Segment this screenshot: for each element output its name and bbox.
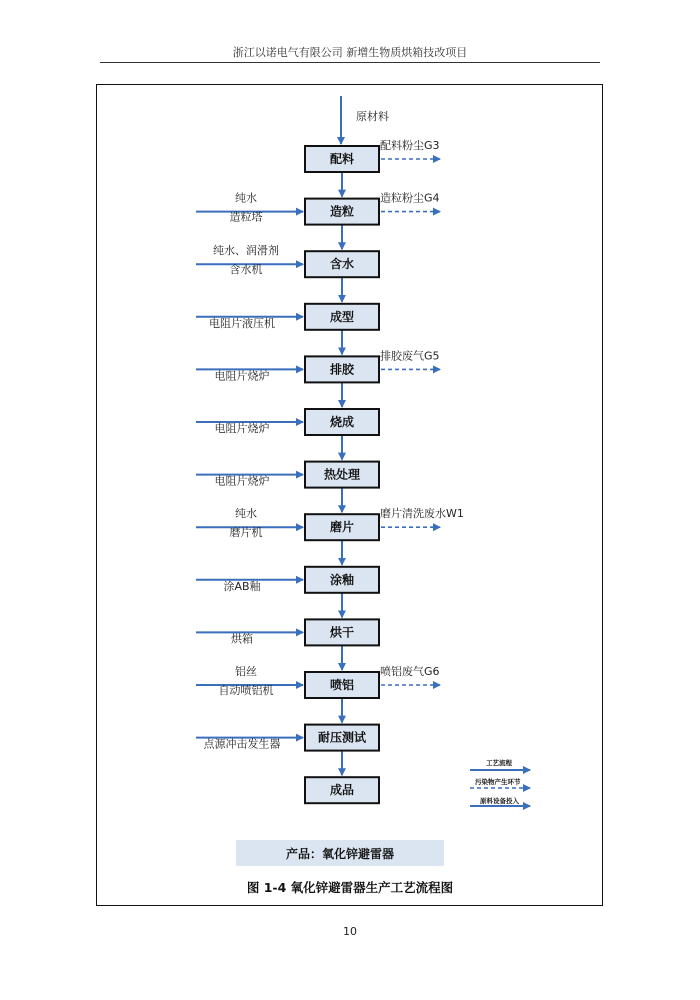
process-step-label: 热处理 bbox=[323, 467, 361, 482]
pollutant-label: 配料粉尘G3 bbox=[380, 139, 440, 152]
input-label: 纯水 bbox=[235, 507, 257, 521]
input-label: 含水机 bbox=[229, 263, 263, 277]
raw-material-label: 原材料 bbox=[356, 110, 389, 123]
process-step-label: 成型 bbox=[329, 309, 355, 324]
product-label: 产品：氧化锌避雷器 bbox=[236, 840, 444, 866]
input-label: 铝丝 bbox=[235, 665, 257, 678]
input-label: 涂AB釉 bbox=[223, 579, 261, 593]
process-step-label: 烘干 bbox=[329, 625, 355, 640]
input-label: 点源冲击发生器 bbox=[203, 737, 281, 751]
process-step-label: 成品 bbox=[329, 783, 355, 798]
input-label: 磨片机 bbox=[229, 526, 263, 540]
pollutant-label: 磨片清洗废水W1 bbox=[380, 507, 464, 521]
input-label: 自动喷铝机 bbox=[218, 684, 274, 697]
input-label: 烘箱 bbox=[231, 632, 253, 646]
legend-pollution-label: 污染物产生环节 bbox=[475, 778, 521, 786]
figure-caption: 图 1-4 氧化锌避雷器生产工艺流程图 bbox=[246, 880, 454, 895]
input-label: 电阻片烧炉 bbox=[214, 474, 270, 488]
pollutant-label: 喷铝废气G6 bbox=[380, 665, 440, 678]
input-label: 纯水 bbox=[235, 191, 257, 205]
process-step-label: 造粒 bbox=[329, 204, 355, 219]
input-label: 电阻片烧炉 bbox=[214, 369, 270, 383]
input-label: 纯水、润滑剂 bbox=[213, 244, 279, 258]
page-number: 10 bbox=[343, 925, 357, 938]
page-header: 浙江以诺电气有限公司 新增生物质烘箱技改项目 bbox=[232, 46, 468, 59]
process-step-label: 喷铝 bbox=[329, 678, 355, 692]
process-step-label: 涂釉 bbox=[329, 572, 355, 587]
pollutant-label: 造粒粉尘G4 bbox=[380, 191, 440, 205]
input-label: 造粒塔 bbox=[229, 210, 263, 224]
legend-process-label: 工艺流程 bbox=[486, 759, 512, 767]
process-step-label: 排胶 bbox=[329, 362, 355, 377]
input-label: 电阻片烧炉 bbox=[214, 422, 270, 435]
process-step-label: 耐压测试 bbox=[317, 730, 367, 745]
process-step-label: 配料 bbox=[329, 152, 355, 166]
process-step-label: 磨片 bbox=[329, 520, 355, 535]
input-label: 电阻片液压机 bbox=[209, 316, 275, 330]
legend-input-label: 原料设备投入 bbox=[480, 797, 519, 805]
legend bbox=[470, 758, 530, 806]
process-step-label: 含水 bbox=[329, 257, 355, 272]
pollutant-label: 排胶废气G5 bbox=[380, 349, 440, 363]
process-step-label: 烧成 bbox=[329, 415, 355, 429]
